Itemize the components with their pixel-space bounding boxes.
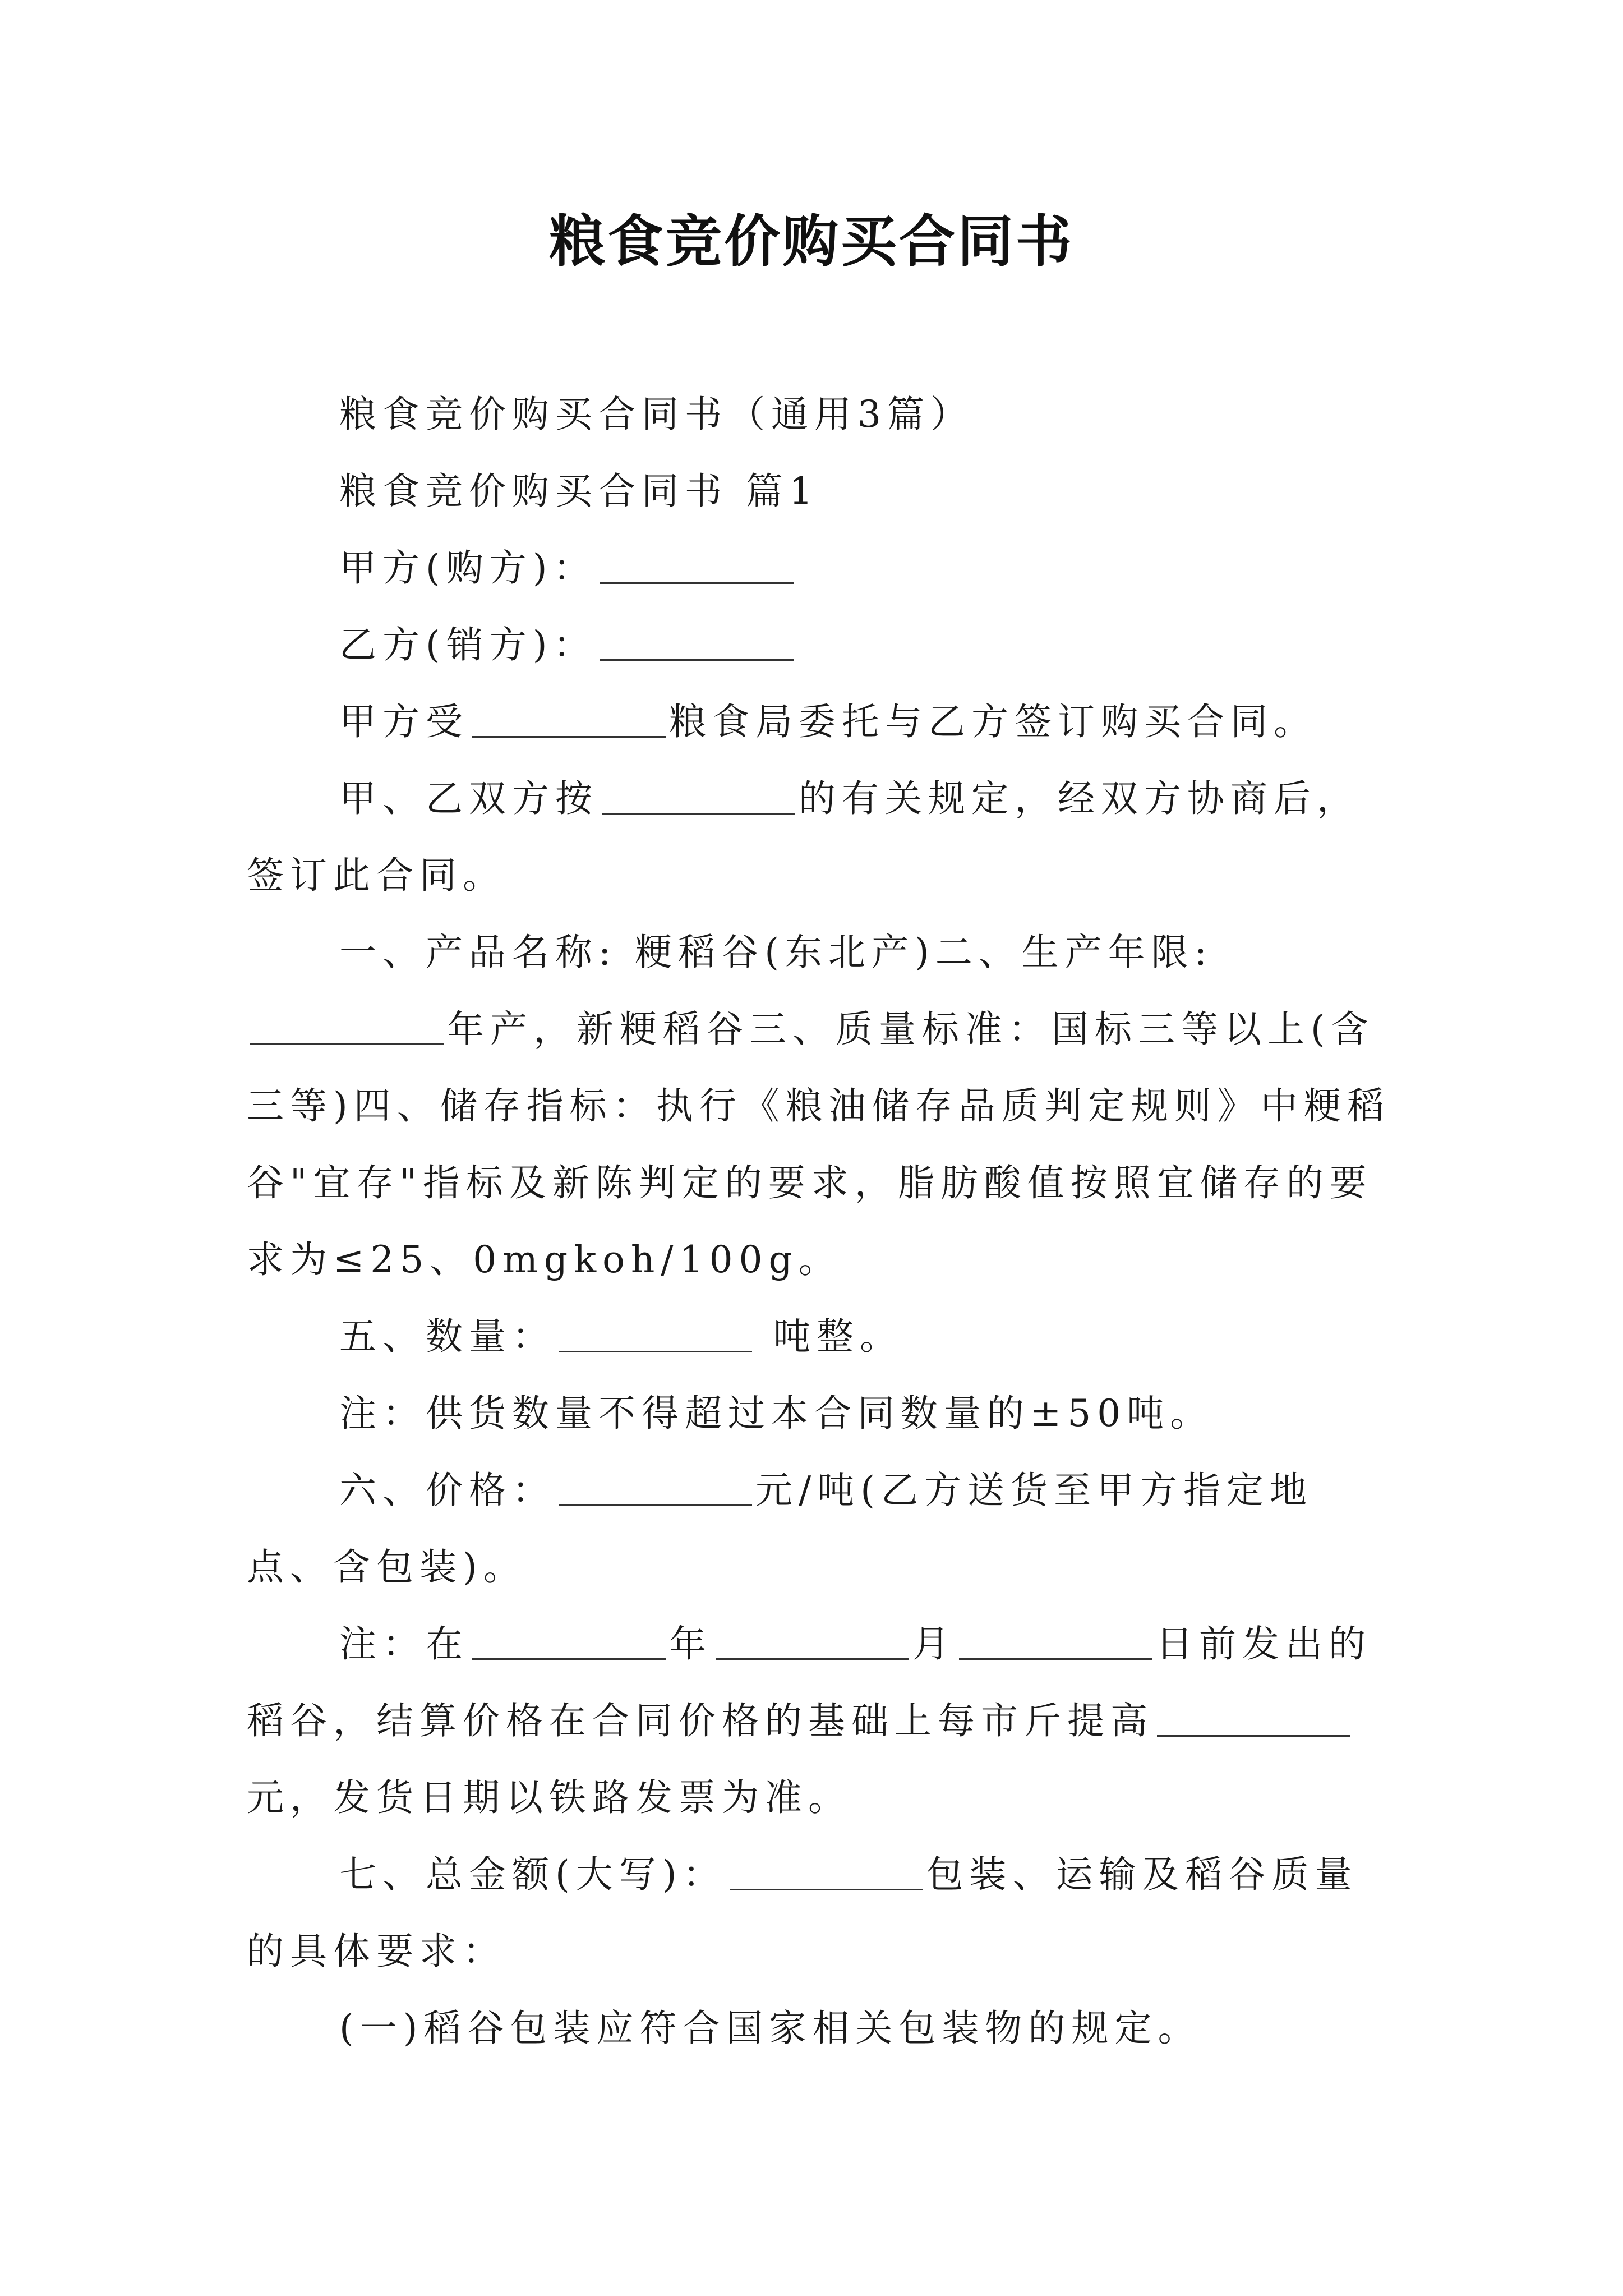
entrust-blank [472, 701, 666, 738]
party-a-label: 甲方(购方)： [339, 546, 597, 590]
day-blank [959, 1623, 1152, 1660]
quantity-note: 注：供货数量不得超过本合同数量的±50吨。 [339, 1392, 1214, 1435]
party-b-line [247, 606, 1391, 683]
party-b-label: 乙方(销方)： [339, 623, 597, 666]
party-a-line [247, 530, 1391, 606]
total-paragraph [247, 1836, 1391, 1990]
total-text-after: 包装、运输及稻谷质量的具体要求： [247, 1853, 1358, 1973]
price-note-part-1: 注：在 [339, 1622, 469, 1665]
entrust-text-before: 甲方受 [339, 700, 469, 743]
document-title: 粮食竞价购买合同书 [549, 208, 1074, 274]
price-note-paragraph [247, 1605, 1391, 1836]
packaging-paragraph: (一)稻谷包装应符合国家相关包装物的规定。 [339, 2007, 1201, 2050]
price-note-part-4: 日前发出的稻谷，结算价格在合同价格的基础上每市斤提高 [247, 1622, 1372, 1742]
quantity-blank [559, 1316, 752, 1352]
agreement-text-after: 的有关规定，经双方协商后，签订此合同。 [247, 777, 1360, 897]
increase-blank [1157, 1700, 1350, 1737]
quantity-text-after: 吨整。 [755, 1315, 903, 1358]
month-blank [716, 1623, 909, 1660]
quantity-paragraph [247, 1298, 1391, 1375]
entrust-text-after: 粮食局委托与乙方签订购买合同。 [669, 700, 1317, 743]
price-note-part-5: 元，发货日期以铁路发票为准。 [247, 1776, 851, 1819]
entrust-paragraph [247, 683, 1391, 760]
agreement-blank [602, 778, 795, 815]
party-b-blank [600, 624, 794, 661]
agreement-paragraph [247, 760, 1391, 914]
total-blank [730, 1854, 923, 1890]
price-blank [559, 1470, 752, 1506]
product-text-after: 年产，新粳稻谷三、质量标准：国标三等以上(含三等)四、储存指标：执行《粮油储存品质判定规则》中粳稻谷"宜存"指标及新陈判定的要求，脂肪酸值按照宜储存的要求为≤25、0mgkoh/100g。 [247, 1007, 1390, 1281]
price-text-before: 六、价格： [339, 1469, 555, 1512]
price-paragraph [247, 1452, 1391, 1605]
product-text-before: 一、产品名称: 粳稻谷(东北产)二、生产年限: [339, 931, 1213, 974]
price-text-after: 元/吨(乙方送货至甲方指定地点、含包装)。 [247, 1469, 1313, 1589]
product-paragraph [247, 914, 1391, 1298]
document-body [247, 376, 1391, 2067]
agreement-text-before: 甲、乙双方按 [339, 777, 598, 820]
total-text-before: 七、总金额(大写)： [339, 1853, 726, 1896]
year-blank [472, 1623, 666, 1660]
price-note-part-3: 月 [912, 1622, 956, 1665]
price-note-part-2: 年 [669, 1622, 712, 1665]
party-a-blank [600, 547, 794, 584]
production-year-blank [250, 1009, 444, 1045]
subtitle-paragraph: 粮食竞价购买合同书（通用3篇） [339, 393, 974, 436]
section-heading: 粮食竞价购买合同书 篇1 [339, 470, 819, 513]
quantity-text-before: 五、数量： [339, 1315, 555, 1358]
